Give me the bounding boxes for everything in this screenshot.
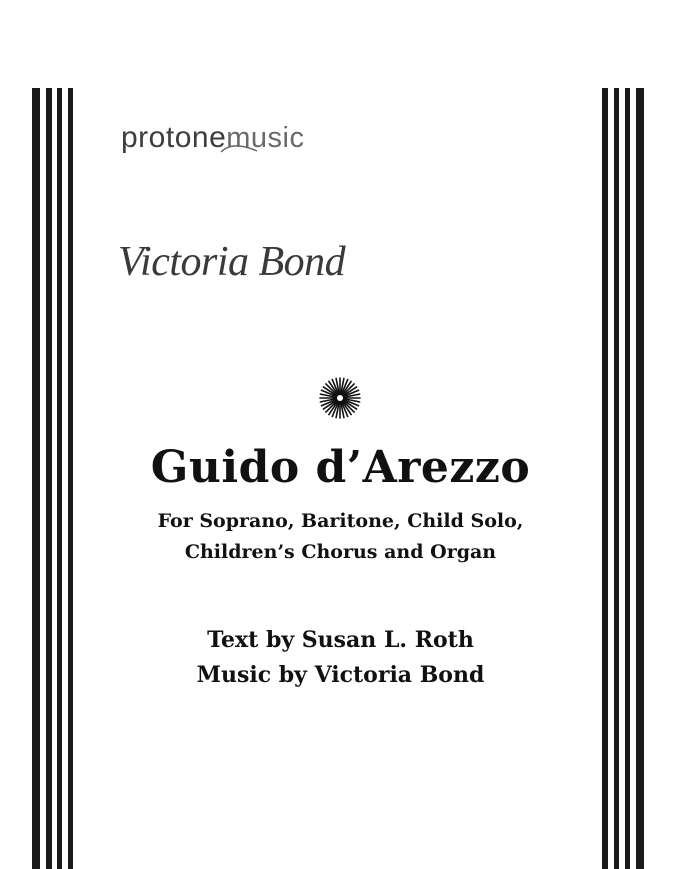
text-credit: Text by Susan L. Roth bbox=[207, 627, 474, 653]
music-credit: Music by Victoria Bond bbox=[196, 662, 485, 688]
scoring-line-2: Children’s Chorus and Organ bbox=[184, 541, 497, 563]
scoring-line-1: For Soprano, Baritone, Child Solo, bbox=[157, 510, 524, 532]
publisher-logo bbox=[121, 118, 304, 158]
work-title: Guido d’Arezzo bbox=[150, 442, 531, 493]
starburst-icon bbox=[319, 377, 361, 419]
publisher-logo-part2: music bbox=[226, 122, 305, 154]
logo-swoop-icon bbox=[219, 142, 259, 156]
composer-name: Victoria Bond bbox=[118, 239, 346, 285]
publisher-logo-part1: protone bbox=[121, 121, 227, 154]
